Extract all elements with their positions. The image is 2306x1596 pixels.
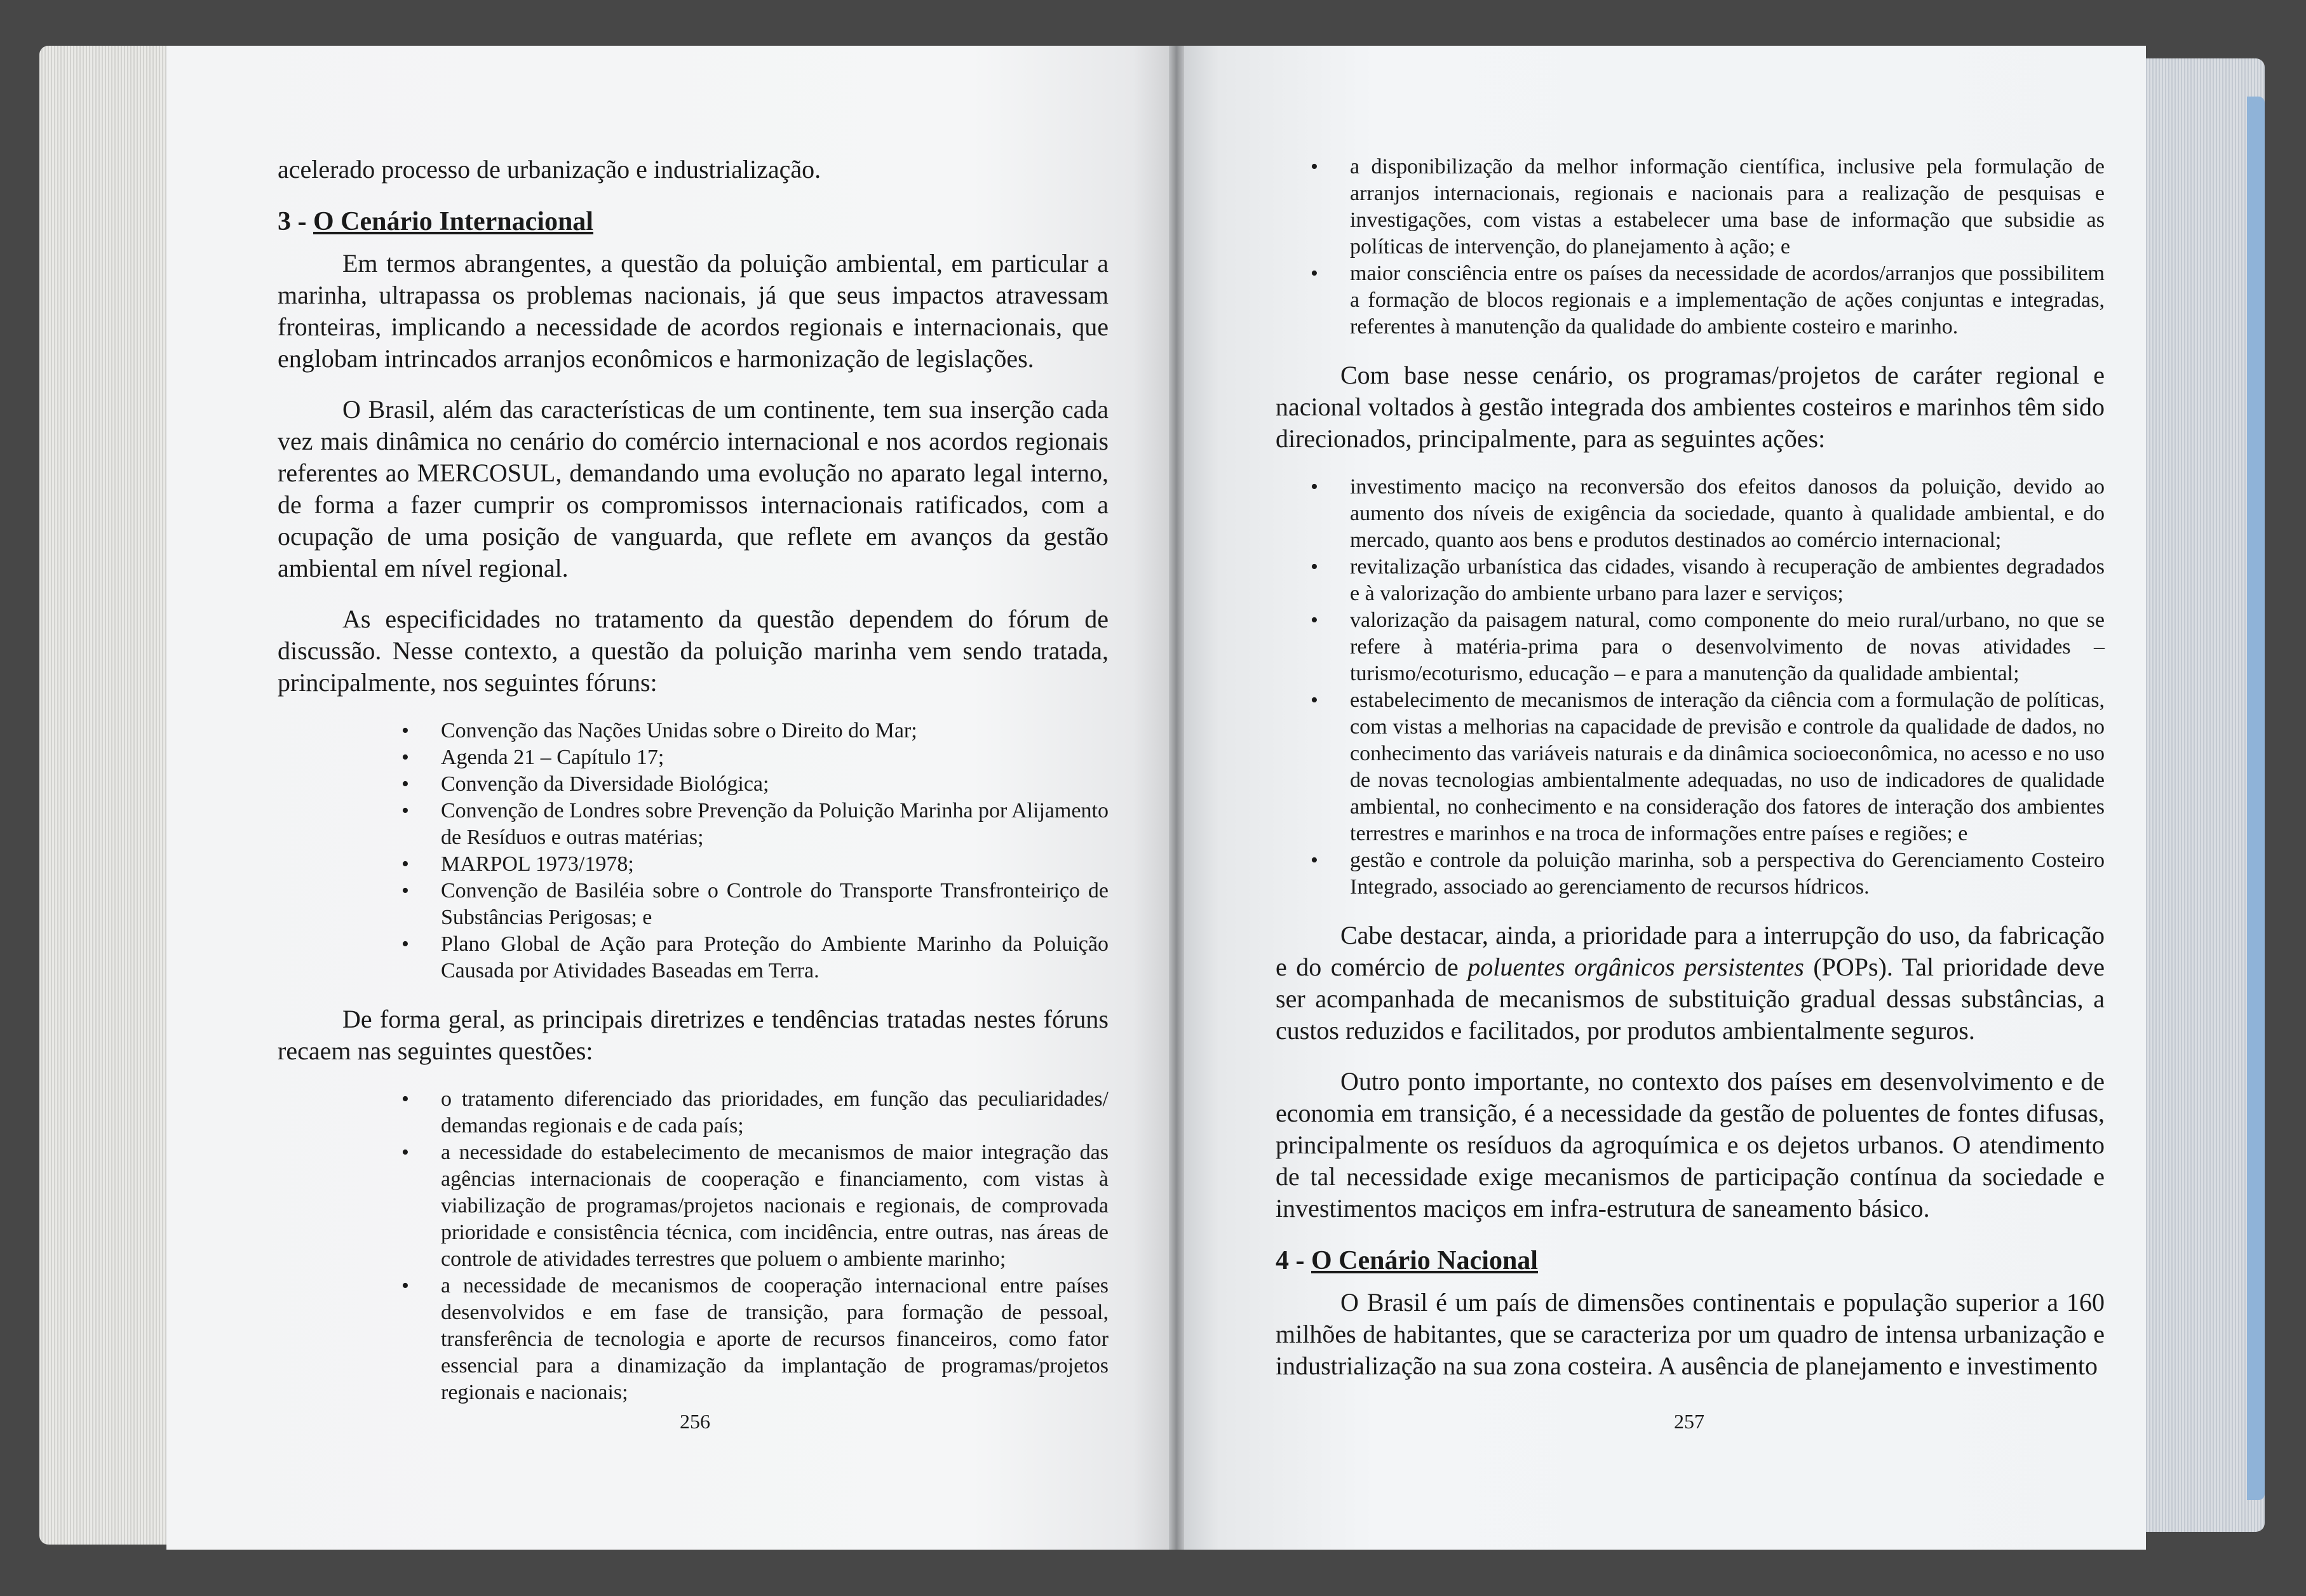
intro-paragraph: acelerado processo de urbanização e industrialização. <box>278 155 821 184</box>
forums-list <box>401 718 1109 984</box>
list-item: • MARPOL 1973/1978; <box>401 851 1109 878</box>
book-page-edges-left <box>39 46 166 1545</box>
page-number: 256 <box>680 1410 710 1433</box>
list-item: • investimento maciço na reconversão dos efeitos danosos da poluição, devido ao aumento dos níveis de exigência da sociedade, quanto à qualidade ambiental, e do mercado, quanto aos bens e produtos destinados ao comércio internacional; <box>1311 474 2105 554</box>
paragraph: As especificidades no tratamento da questão dependem do fórum de discussão. Nesse contexto, a questão da poluição marinha vem sendo tratada, principalmente, nos seguintes fóruns: <box>278 605 1109 697</box>
right-page-text <box>1276 154 2105 1382</box>
issues-list <box>401 1086 1109 1406</box>
list-item: • maior consciência entre os países da necessidade de acordos/arranjos que possibilitem a formação de blocos regionais e a implementação de ações conjuntas e integradas, referentes à manutenção da qualidade do ambiente costeiro e marinho. <box>1311 260 2105 340</box>
list-item: • valorização da paisagem natural, como componente do meio rural/urbano, no que se refere à matéria-prima para o desenvolvimento de novas atividades – turismo/ecoturismo, educação – e para a manutenção da qualidade ambiental; <box>1311 607 2105 687</box>
list-item: • a disponibilização da melhor informação científica, inclusive pela formulação de arranjos internacionais, regionais e nacionais para a realização de pesquisas e investigações, com vistas a estabelecer uma base de informação que subsidie as políticas de intervenção, do planejamento à ação; e <box>1311 154 2105 260</box>
text-run: Cabe destacar, ainda, a prioridade para a interrupção do uso, da fabricação e do comércio de <box>1276 921 2105 981</box>
section-heading-national <box>1276 1244 2105 1278</box>
section-heading-international <box>278 205 1109 239</box>
list-item: • Convenção das Nações Unidas sobre o Direito do Mar; <box>401 718 1109 744</box>
section-title: O Cenário Internacional <box>313 207 593 236</box>
list-item: • Plano Global de Ação para Proteção do Ambiente Marinho da Poluição Causada por Atividades Baseadas em Terra. <box>401 931 1109 984</box>
list-item: • a necessidade de mecanismos de cooperação internacional entre países desenvolvidos e em fase de transição, para formação de pessoal, transferência de tecnologia e aporte de recursos financeiros, como fator essencial para a dinamização da implantação de programas/projetos regionais e nacionais; <box>401 1273 1109 1406</box>
actions-list <box>1311 474 2105 901</box>
left-page <box>166 46 1173 1550</box>
list-item: • gestão e controle da poluição marinha, sob a perspectiva do Gerenciamento Costeiro Integrado, associado ao gerenciamento de recursos hídricos. <box>1311 847 2105 901</box>
issues-list-continued <box>1311 154 2105 340</box>
paragraph <box>1276 920 2105 1047</box>
section-number: 4 - <box>1276 1246 1311 1275</box>
section-title: O Cenário Nacional <box>1311 1246 1538 1275</box>
page-number: 257 <box>1674 1410 1704 1433</box>
list-item: • estabelecimento de mecanismos de interação da ciência com a formulação de políticas, com vistas a melhorias na capacidade de previsão e controle da qualidade de dados, no conhecimento das variáveis naturais e da dinâmica socioeconômica, no acesso e no uso de novas tecnologias ambientalmente adequadas, no uso de indicadores de qualidade ambiental, no conhecimento e na consideração dos fatores de interação dos ambientes terrestres e marinhos e na troca de informações entre países e regiões; e <box>1311 687 2105 847</box>
book-gutter <box>1169 46 1184 1550</box>
left-page-text <box>278 154 1109 1425</box>
list-item: • o tratamento diferenciado das prioridades, em função das peculiaridades/ demandas regionais e de cada país; <box>401 1086 1109 1139</box>
paragraph: Em termos abrangentes, a questão da poluição ambiental, em particular a marinha, ultrapassa os problemas nacionais, já que seus impactos atravessam fronteiras, implicando a necessidade de acordos regionais e internacionais, que englobam intrincados arranjos econômicos e harmonização de legislações. <box>278 249 1109 373</box>
text-run: (POPs). Tal prioridade deve ser acompanhada de mecanismos de substituição gradual dessas substâncias, a custos reduzidos e facilitados, por produtos ambientalmente seguros. <box>1276 953 2105 1045</box>
list-item: • a necessidade do estabelecimento de mecanismos de maior integração das agências internacionais de cooperação e financiamento, com vistas à viabilização de programas/projetos nacionais e regionais, de comprovada prioridade e consistência técnica, com incidência, entre outras, nas áreas de controle de atividades terrestres que poluem o ambiente marinho; <box>401 1139 1109 1273</box>
paragraph: O Brasil é um país de dimensões continentais e população superior a 160 milhões de habitantes, que se caracteriza por um quadro de intensa urbanização e industrialização na sua zona costeira. A ausência de planejamento e investimento <box>1276 1288 2105 1380</box>
paragraph: Outro ponto importante, no contexto dos países em desenvolvimento e de economia em transição, é a necessidade da gestão de poluentes de fontes difusas, principalmente os resíduos da agroquímica e os dejetos urbanos. O atendimento de tal necessidade exige mecanismos de participação contínua da sociedade e investimentos maciços em infra-estrutura de saneamento básico. <box>1276 1067 2105 1223</box>
section-number: 3 - <box>278 207 313 236</box>
right-page <box>1180 46 2146 1550</box>
list-item: • revitalização urbanística das cidades, visando à recuperação de ambientes degradados e à valorização do ambiente urbano para lazer e serviços; <box>1311 554 2105 607</box>
book-page-edges-right <box>2141 58 2265 1532</box>
list-item: • Convenção de Londres sobre Prevenção da Poluição Marinha por Alijamento de Resíduos e outras matérias; <box>401 798 1109 851</box>
paragraph: O Brasil, além das características de um continente, tem sua inserção cada vez mais dinâmica no cenário do comércio internacional e nos acordos regionais referentes ao MERCOSUL, demandando uma evolução no aparato legal interno, de forma a fazer cumprir os compromissos internacionais ratificados, com a ocupação de uma posição de vanguarda, que reflete em avanços da gestão ambiental em nível regional. <box>278 395 1109 582</box>
list-item: • Convenção de Basiléia sobre o Controle do Transporte Transfronteiriço de Substâncias Perigosas; e <box>401 878 1109 931</box>
paragraph: Com base nesse cenário, os programas/projetos de caráter regional e nacional voltados à gestão integrada dos ambientes costeiros e marinhos têm sido direcionados, principalmente, para as seguintes ações: <box>1276 361 2105 453</box>
italic-term: poluentes orgânicos persistentes <box>1467 953 1804 981</box>
list-item: • Convenção da Diversidade Biológica; <box>401 771 1109 798</box>
paragraph: De forma geral, as principais diretrizes e tendências tratadas nestes fóruns recaem nas seguintes questões: <box>278 1005 1109 1065</box>
list-item: • Agenda 21 – Capítulo 17; <box>401 744 1109 771</box>
